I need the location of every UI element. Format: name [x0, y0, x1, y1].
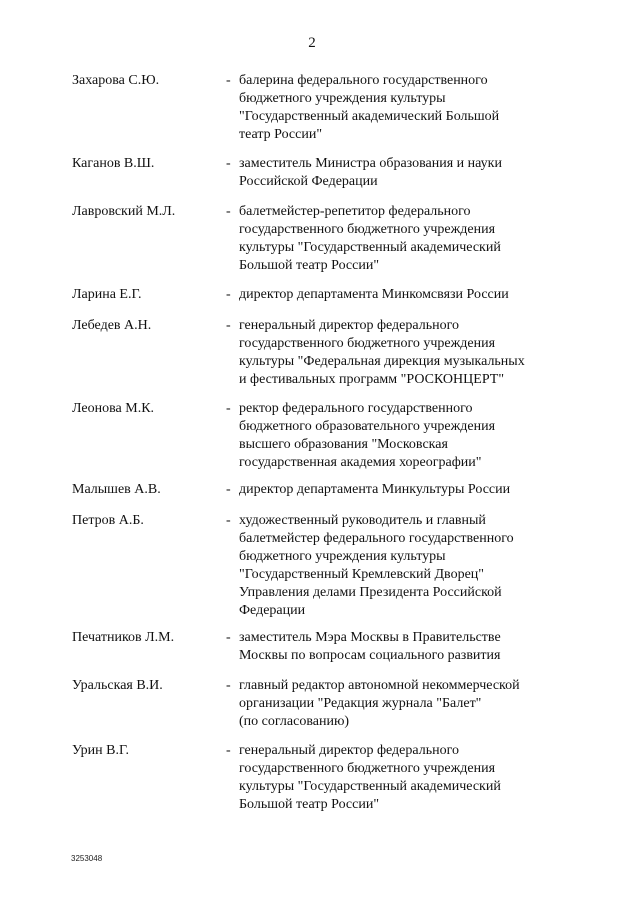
document-code: 3253048 — [71, 854, 103, 863]
description-line: Большой театр России" — [239, 258, 380, 273]
description-line: культуры "Государственный академический — [239, 779, 501, 794]
description-line: "Государственный академический Большой — [239, 109, 500, 124]
description-line: и фестивальных программ "РОСКОНЦЕРТ" — [239, 372, 505, 387]
member-name: Петров А.Б. — [72, 513, 144, 528]
member-description — [239, 512, 569, 620]
description-line: Москвы по вопросам социального развития — [239, 648, 501, 663]
description-line: Большой театр России" — [239, 797, 380, 812]
description-line: организации "Редакция журнала "Балет" — [239, 696, 482, 711]
member-description — [239, 72, 569, 144]
member-description — [239, 203, 569, 275]
member-description — [239, 317, 569, 389]
description-line: государственного бюджетного учреждения — [239, 222, 496, 237]
member-name: Каганов В.Ш. — [72, 156, 155, 171]
description-line: ректор федерального государственного — [239, 401, 473, 416]
description-line: генеральный директор федерального — [239, 318, 459, 333]
page-number: 2 — [308, 35, 316, 51]
description-line: директор департамента Минкомсвязи России — [239, 287, 509, 302]
description-line: бюджетного учреждения культуры — [239, 549, 446, 564]
member-dash: - — [226, 204, 231, 219]
member-name: Уральская В.И. — [72, 678, 163, 693]
member-dash: - — [226, 513, 231, 528]
description-line: государственного бюджетного учреждения — [239, 761, 496, 776]
member-dash: - — [226, 401, 231, 416]
description-line: Российской Федерации — [239, 174, 378, 189]
member-description — [239, 742, 569, 814]
member-dash: - — [226, 318, 231, 333]
description-line: балерина федерального государственного — [239, 73, 488, 88]
member-description — [239, 677, 569, 731]
description-line: художественный руководитель и главный — [239, 513, 486, 528]
description-line: бюджетного учреждения культуры — [239, 91, 446, 106]
description-line: балетмейстер-репетитор федерального — [239, 204, 471, 219]
member-dash: - — [226, 743, 231, 758]
member-dash: - — [226, 156, 231, 171]
member-name: Урин В.Г. — [72, 743, 130, 758]
description-line: балетмейстер федерального государственного — [239, 531, 514, 546]
member-dash: - — [226, 630, 231, 645]
member-description — [239, 286, 569, 304]
description-line: заместитель Министра образования и науки — [239, 156, 502, 171]
member-name: Захарова С.Ю. — [72, 73, 160, 88]
description-line: заместитель Мэра Москвы в Правительстве — [239, 630, 501, 645]
member-name: Лавровский М.Л. — [72, 204, 176, 219]
member-name: Леонова М.К. — [72, 401, 155, 416]
member-dash: - — [226, 287, 231, 302]
description-line: главный редактор автономной некоммерческой — [239, 678, 520, 693]
member-dash: - — [226, 482, 231, 497]
description-line: "Государственный Кремлевский Дворец" — [239, 567, 484, 582]
description-line: культуры "Государственный академический — [239, 240, 501, 255]
description-line: государственная академия хореографии" — [239, 455, 482, 470]
description-line: театр России" — [239, 127, 323, 142]
member-description — [239, 481, 569, 499]
description-line: Управления делами Президента Российской — [239, 585, 502, 600]
member-name: Лебедев А.Н. — [72, 318, 152, 333]
member-description — [239, 629, 569, 665]
description-line: бюджетного образовательного учреждения — [239, 419, 496, 434]
description-line: генеральный директор федерального — [239, 743, 459, 758]
description-line: государственного бюджетного учреждения — [239, 336, 496, 351]
member-name: Печатников Л.М. — [72, 630, 175, 645]
member-description — [239, 400, 569, 472]
description-line: Федерации — [239, 603, 306, 618]
member-dash: - — [226, 73, 231, 88]
description-line: (по согласованию) — [239, 714, 350, 729]
member-dash: - — [226, 678, 231, 693]
description-line: культуры "Федеральная дирекция музыкальных — [239, 354, 525, 369]
description-line: высшего образования "Московская — [239, 437, 448, 452]
member-description — [239, 155, 569, 191]
description-line: директор департамента Минкультуры России — [239, 482, 511, 497]
member-name: Ларина Е.Г. — [72, 287, 142, 302]
member-name: Малышев А.В. — [72, 482, 161, 497]
